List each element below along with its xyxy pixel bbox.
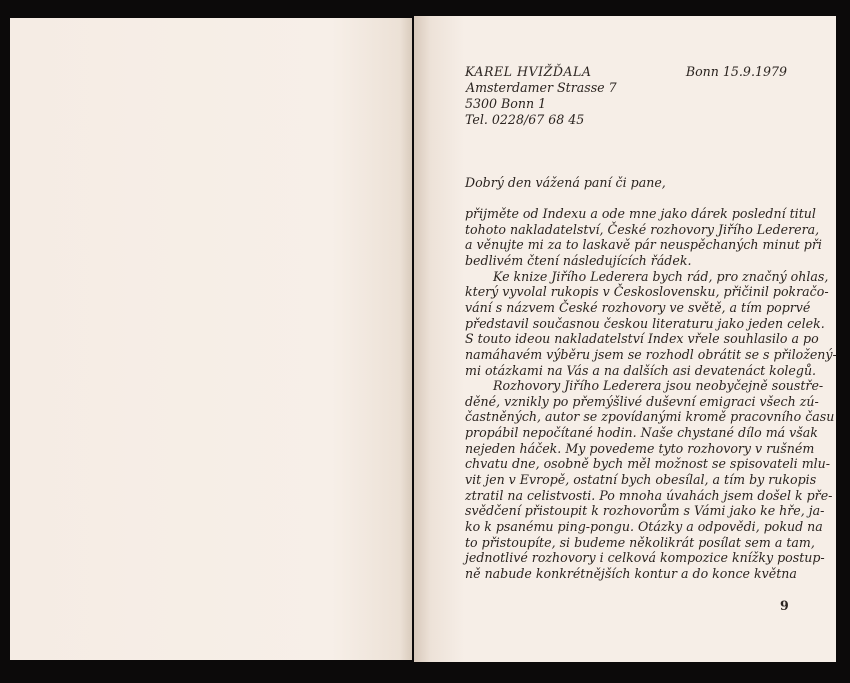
sender-phone: Tel. 0228/67 68 45 [465,112,585,127]
body-line: vání s názvem České rozhovory ve světě, a tím poprvé [465,299,811,315]
sender-name: KAREL HVIŽĎALA [465,64,592,79]
body-line: tohoto nakladatelství, České rozhovory Jiřího Lederera, [465,221,820,237]
body-line: vit jen v Evropě, ostatní bych obesílal, a tím by rukopis [465,472,817,488]
body-line: Rozhovory Jiřího Lederera jsou neobyčejně soustře- [493,378,824,394]
body-line: chvatu dne, osobně bych měl možnost se spisovateli mlu- [465,456,831,472]
body-line: namáhavém výběru jsem se rozhodl obrátit se s přiložený- [465,346,837,362]
body-line: který vyvolal rukopis v Československu, přičinil pokračo- [465,284,829,300]
body-line: Ke knize Jiřího Lederera bych rád, pro značný ohlas, [493,268,829,284]
body-line: mi otázkami na Vás a na dalších asi devatenáct kolegů. [465,362,817,378]
body-line: jednotlivé rozhovory i celková kompozice knížky postup- [465,550,825,566]
sender-street: Amsterdamer Strasse 7 [466,80,617,95]
body-line: častněných, autor se zpovídanými kromě pracovního času [465,409,835,425]
body-line: a věnujte mi za to laskavě pár neuspěchaných minut při [465,237,822,253]
body-line: ko k psanému ping-pongu. Otázky a odpovědi, pokud na [465,519,823,534]
left-page-blank [10,18,412,660]
body-line: nejeden háček. My povedeme tyto rozhovory v rušném [465,440,815,456]
sender-city: 5300 Bonn 1 [465,96,547,111]
place-date: Bonn 15.9.1979 [685,64,787,79]
body-line: ně nabude konkrétnějších kontur a do konce května [465,565,797,581]
greeting: Dobrý den vážená paní či pane, [465,175,666,190]
body-line: bedlivém čtení následujících řádek. [465,252,692,268]
body-line: svědčení přistoupit k rozhovorům s Vámi jako ke hře, ja- [465,503,825,519]
body-line: ztratil na celistvosti. Po mnoha úvahách jsem došel k pře- [465,487,833,503]
body-line: děné, vznikly po přemýšlivé duševní emigraci všech zú- [465,393,819,409]
body-line: přijměte od Indexu a ode mne jako dárek poslední titul [465,206,816,221]
body-line: S touto ideou nakladatelství Index vřele souhlasilo a po [465,331,819,347]
body-line: propábil nepočítané hodin. Naše chystané dílo má však [465,425,818,441]
body-line: to přistoupíte, si budeme několikrát posílat sem a tam, [465,534,815,550]
page-number: 9 [780,598,789,613]
body-line: představil současnou českou literaturu jako jeden celek. [465,315,825,331]
